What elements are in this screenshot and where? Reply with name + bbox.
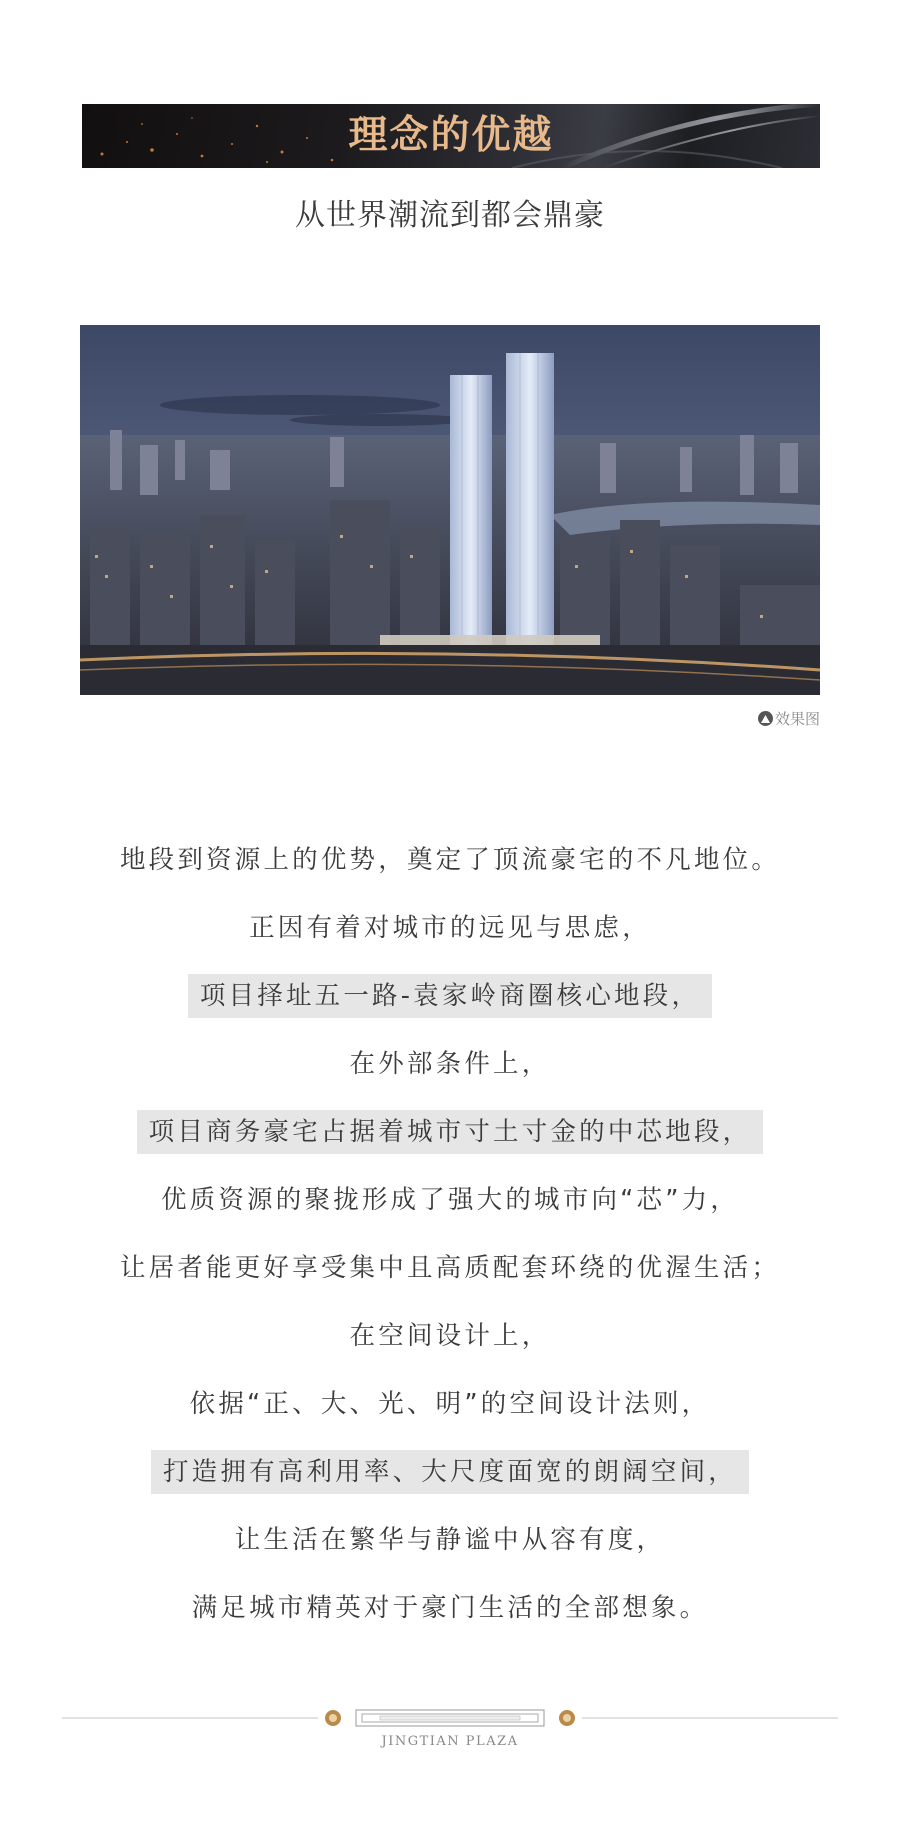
highlighted-text: 项目择址五一路-袁家岭商圈核心地段， — [188, 974, 712, 1018]
body-text — [0, 826, 900, 1642]
body-line — [0, 1030, 900, 1098]
body-line — [0, 1370, 900, 1438]
project-rendering-image — [80, 325, 820, 695]
body-line — [0, 962, 900, 1030]
body-line-text: 在空间设计上， — [349, 1321, 551, 1351]
section-subtitle: 从世界潮流到都会鼎豪 — [295, 198, 605, 233]
footer-divider — [0, 1700, 900, 1760]
body-line — [0, 1438, 900, 1506]
body-line-text: 地段到资源上的优势，奠定了顶流豪宅的不凡地位。 — [119, 845, 781, 875]
image-caption — [758, 708, 820, 729]
body-line — [0, 1506, 900, 1574]
caption-text: 效果图 — [774, 710, 820, 728]
body-line — [0, 826, 900, 894]
body-line-text: 让居者能更好享受集中且高质配套环绕的优渥生活； — [119, 1253, 781, 1283]
body-line — [0, 1574, 900, 1642]
section-banner — [82, 104, 820, 168]
highlighted-text: 打造拥有高利用率、大尺度面宽的朗阔空间， — [151, 1450, 749, 1494]
body-line-text: 满足城市精英对于豪门生活的全部想象。 — [191, 1593, 709, 1623]
body-line — [0, 894, 900, 962]
up-triangle-circle-icon — [758, 711, 773, 726]
footer-brand: JINGTIAN PLAZA — [381, 1734, 519, 1749]
banner-title: 理念的优越 — [348, 113, 554, 158]
body-line-text: 在外部条件上， — [349, 1049, 551, 1079]
body-line — [0, 1166, 900, 1234]
body-line-text: 正因有着对城市的远见与思虑， — [249, 913, 651, 943]
body-line — [0, 1098, 900, 1166]
body-line-text: 优质资源的聚拢形成了强大的城市向“芯”力， — [160, 1185, 740, 1215]
footer-ornament — [0, 1700, 900, 1736]
body-line — [0, 1234, 900, 1302]
highlighted-text: 项目商务豪宅占据着城市寸土寸金的中芯地段， — [137, 1110, 764, 1154]
body-line-text: 让生活在繁华与静谧中从容有度， — [234, 1525, 666, 1555]
body-line — [0, 1302, 900, 1370]
body-line-text: 依据“正、大、光、明”的空间设计法则， — [189, 1389, 711, 1419]
